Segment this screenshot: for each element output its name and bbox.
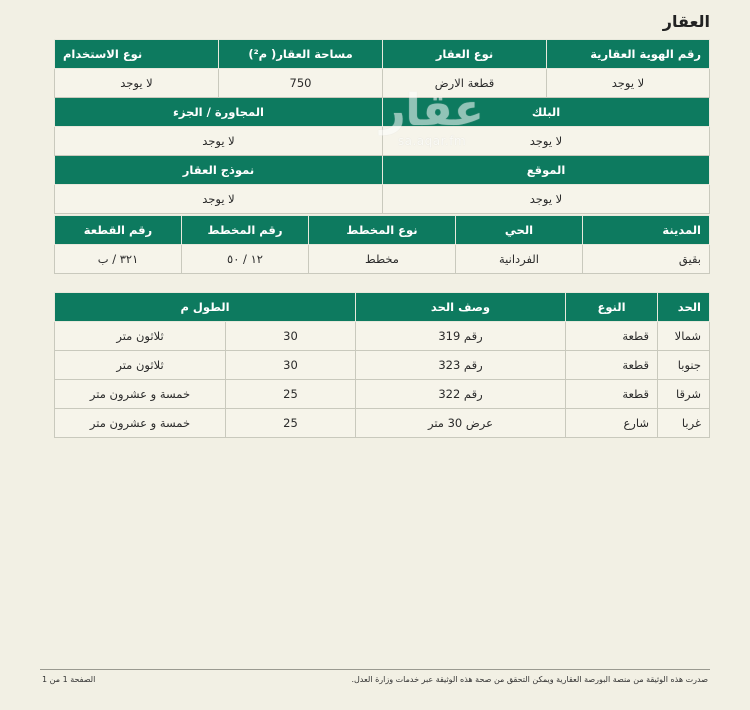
header-length: الطول م bbox=[55, 293, 356, 322]
property-value-row-1 bbox=[55, 69, 710, 98]
boundary-length: 25 bbox=[226, 409, 356, 438]
header-description: وصف الحد bbox=[356, 293, 566, 322]
boundary-length: 30 bbox=[226, 351, 356, 380]
property-value-row-3 bbox=[55, 185, 710, 214]
watermark-logo-text: عقار bbox=[380, 85, 484, 136]
value-plan-number: ١٢ / ٥٠ bbox=[182, 245, 309, 274]
header-property-id: رقم الهوية العقارية bbox=[547, 40, 710, 69]
header-usage-type: نوع الاستخدام bbox=[55, 40, 219, 69]
value-property-area: 750 bbox=[219, 69, 383, 98]
boundary-description: رقم 322 bbox=[356, 380, 566, 409]
header-plan-number: رقم المخطط bbox=[182, 216, 309, 245]
plan-header-row bbox=[55, 216, 710, 245]
header-location: الموقع bbox=[383, 156, 710, 185]
boundary-type: قطعة bbox=[566, 380, 658, 409]
boundary-length-text: ثلاثون متر bbox=[55, 322, 226, 351]
boundary-type: قطعة bbox=[566, 322, 658, 351]
table-row bbox=[55, 351, 710, 380]
plan-table bbox=[54, 215, 710, 274]
value-property-id: لا يوجد bbox=[547, 69, 710, 98]
boundary-length-text: خمسة و عشرون متر bbox=[55, 409, 226, 438]
boundary-type: شارع bbox=[566, 409, 658, 438]
boundary-side: شرقا bbox=[658, 380, 710, 409]
value-location: لا يوجد bbox=[383, 185, 710, 214]
value-usage-type: لا يوجد bbox=[55, 69, 219, 98]
property-table bbox=[54, 39, 710, 214]
header-side: الحد bbox=[658, 293, 710, 322]
value-property-model: لا يوجد bbox=[55, 185, 383, 214]
property-header-row-3 bbox=[55, 156, 710, 185]
header-property-model: نموذج العقار bbox=[55, 156, 383, 185]
table-row bbox=[55, 380, 710, 409]
boundary-side: شمالا bbox=[658, 322, 710, 351]
header-type: النوع bbox=[566, 293, 658, 322]
boundary-description: عرض 30 متر bbox=[356, 409, 566, 438]
section-title: العقار bbox=[662, 12, 710, 31]
property-value-row-2 bbox=[55, 127, 710, 156]
value-district: الفردانية bbox=[456, 245, 583, 274]
header-city: المدينة bbox=[583, 216, 710, 245]
boundary-length: 30 bbox=[226, 322, 356, 351]
boundary-length-text: ثلاثون متر bbox=[55, 351, 226, 380]
header-neighborhood-part: المجاورة / الجزء bbox=[55, 98, 383, 127]
value-plot-number: ٣٢١ / ب bbox=[55, 245, 182, 274]
boundaries-header-row bbox=[55, 293, 710, 322]
page-number: الصفحة 1 من 1 bbox=[42, 675, 96, 684]
boundary-side: غربا bbox=[658, 409, 710, 438]
boundaries-table bbox=[54, 292, 710, 438]
header-district: الحي bbox=[456, 216, 583, 245]
boundary-description: رقم 323 bbox=[356, 351, 566, 380]
value-city: بقيق bbox=[583, 245, 710, 274]
property-header-row-2 bbox=[55, 98, 710, 127]
header-block: البلك bbox=[383, 98, 710, 127]
header-property-type: نوع العقار bbox=[383, 40, 547, 69]
header-plan-type: نوع المخطط bbox=[309, 216, 456, 245]
boundary-length-text: خمسة و عشرون متر bbox=[55, 380, 226, 409]
boundary-description: رقم 319 bbox=[356, 322, 566, 351]
boundary-length: 25 bbox=[226, 380, 356, 409]
footer-divider bbox=[40, 669, 710, 670]
boundary-type: قطعة bbox=[566, 351, 658, 380]
value-plan-type: مخطط bbox=[309, 245, 456, 274]
header-property-area: مساحة العقار( م²) bbox=[219, 40, 383, 69]
property-header-row-1 bbox=[55, 40, 710, 69]
table-row bbox=[55, 322, 710, 351]
watermark-url: sa.aqar.fm bbox=[397, 134, 467, 148]
value-block: لا يوجد bbox=[383, 127, 710, 156]
value-property-type: قطعة الارض bbox=[383, 69, 547, 98]
plan-value-row bbox=[55, 245, 710, 274]
value-neighborhood-part: لا يوجد bbox=[55, 127, 383, 156]
boundary-side: جنوبا bbox=[658, 351, 710, 380]
footer-note: صدرت هذه الوثيقة من منصة البورصة العقارية ويمكن التحقق من صحة هذه الوثيقة عبر خدمات وزارة العدل. bbox=[351, 675, 708, 684]
header-plot-number: رقم القطعة bbox=[55, 216, 182, 245]
table-row bbox=[55, 409, 710, 438]
